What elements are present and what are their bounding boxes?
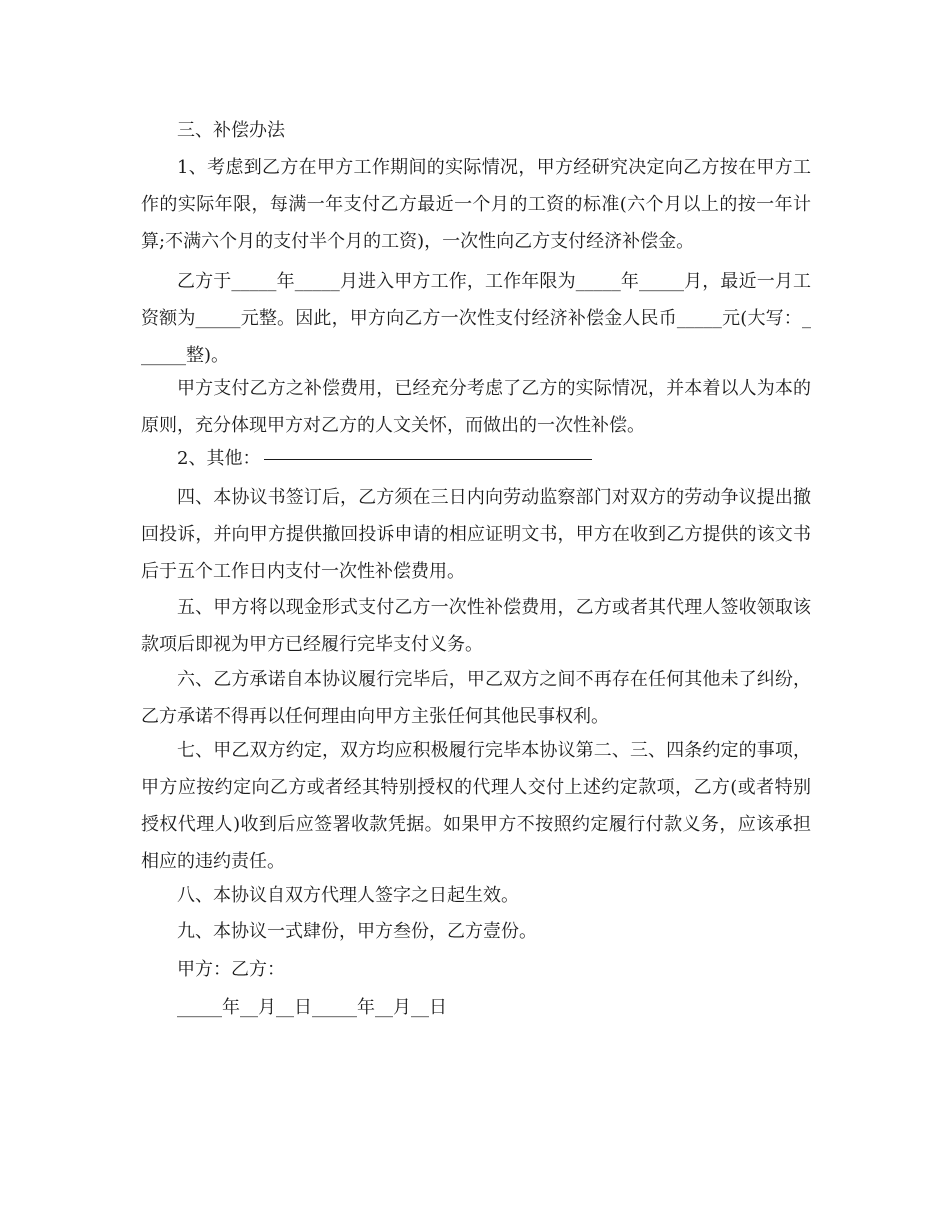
employment-details-paragraph: 乙方于_____年_____月进入甲方工作，工作年限为_____年_____月，最近一月工资额为_____元整。因此，甲方向乙方一次性支付经济补偿金人民币_____元(大写：______整)。 <box>141 271 811 366</box>
clause-six: 六、乙方承诺自本协议履行完毕后，甲乙双方之间不再存在任何其他未了纠纷，乙方承诺不得再以任何理由向甲方主张任何其他民事权利。 <box>141 669 811 727</box>
other-clause <box>141 440 811 477</box>
signature-dates: _____年__月__日_____年__月__日 <box>177 997 447 1018</box>
clause-eight: 八、本协议自双方代理人签字之日起生效。 <box>177 885 519 906</box>
section-heading: 三、补偿办法 <box>177 120 285 141</box>
signature-parties: 甲方：乙方： <box>177 959 285 980</box>
clause-five: 五、甲方将以现金形式支付乙方一次性补偿费用，乙方或者其代理人签收领取该款项后即视为甲方已经履行完毕支付义务。 <box>141 597 811 655</box>
compensation-clause-1: 1、考虑到乙方在甲方工作期间的实际情况，甲方经研究决定向乙方按在甲方工作的实际年限，每满一年支付乙方最近一个月的工资的标准(六个月以上的按一年计算;不满六个月的支付半个月的工资)，一次性向乙方支付经济补偿金。 <box>141 157 811 252</box>
other-clause-label: 2、其他： <box>177 448 261 469</box>
clause-four: 四、本协议书签订后，乙方须在三日内向劳动监察部门对双方的劳动争议提出撤回投诉，并向甲方提供撤回投诉申请的相应证明文书，甲方在收到乙方提供的该文书后于五个工作日内支付一次性补偿费用。 <box>141 487 811 582</box>
compensation-rationale-paragraph: 甲方支付乙方之补偿费用，已经充分考虑了乙方的实际情况，并本着以人为本的原则，充分体现甲方对乙方的人文关怀，而做出的一次性补偿。 <box>141 378 811 436</box>
other-clause-blank-line <box>264 458 592 460</box>
clause-seven: 七、甲乙双方约定，双方均应积极履行完毕本协议第二、三、四条约定的事项，甲方应按约定向乙方或者经其特别授权的代理人交付上述约定款项，乙方(或者特别授权代理人)收到后应签署收款凭据。如果甲方不按照约定履行付款义务，应该承担相应的违约责任。 <box>141 740 811 872</box>
clause-nine: 九、本协议一式肆份，甲方叁份，乙方壹份。 <box>177 921 537 942</box>
